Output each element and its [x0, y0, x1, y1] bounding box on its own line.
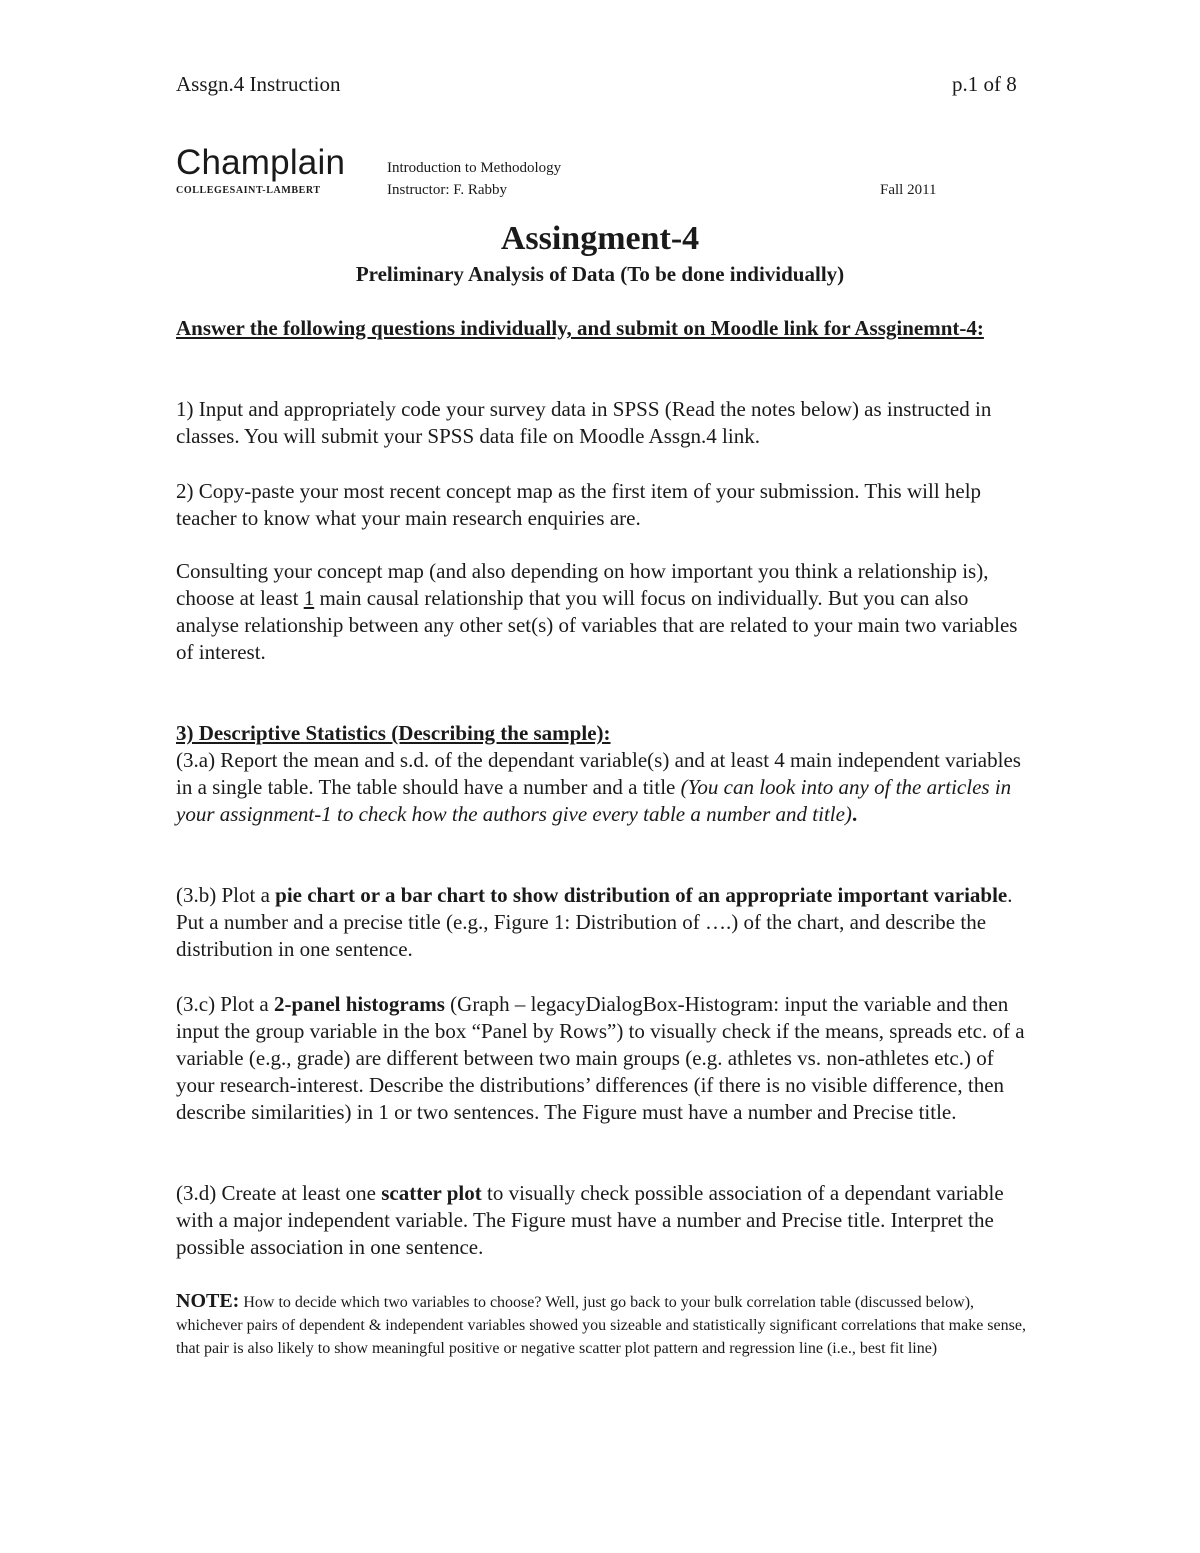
question-1: 1) Input and appropriately code your survey data in SPSS (Read the notes below) as instructed in classes. You will submit your SPSS data file on Moodle Assgn.4 link. [176, 397, 992, 448]
college-logo: Champlain [176, 143, 346, 182]
note-label: NOTE: [176, 1290, 240, 1312]
consult-text-end: main causal relationship that you will focus on individually. But you can also analyse relationship between any other set(s) of variables that are related to your main two variables of interest. [176, 586, 1018, 664]
q3b-end: . Put a number and a precise title (e.g., Figure 1: Distribution of ….) of the chart, and describe the distribution in one sentence. [176, 883, 1013, 961]
q3a-end: . [851, 802, 858, 826]
section-3-heading: 3) Descriptive Statistics (Describing the sample): [176, 721, 611, 745]
note-paragraph [176, 1290, 1036, 1360]
q3d-end: to visually check possible association of a dependant variable with a major independent variable. The Figure must have a number and Precise title. Interpret the possible association in one sentence. [176, 1181, 1004, 1259]
page-number: p.1 of 8 [952, 72, 1017, 96]
running-header-left: Assgn.4 Instruction [176, 72, 341, 96]
document-title: Assingment-4 [500, 220, 700, 257]
question-2: 2) Copy-paste your most recent concept map as the first item of your submission. This will help teacher to know what your main research enquiries are. [176, 479, 982, 530]
q3c-start: (3.c) Plot a [176, 992, 274, 1016]
q3a-text: (3.a) Report the mean and s.d. of the dependant variable(s) and at least 4 main independent variables in a single table. The table should have a number and a title [176, 748, 1021, 799]
q3c-bold: 2-panel histograms [273, 992, 445, 1016]
question-3a [176, 747, 1036, 828]
course-name: Introduction to Methodology [387, 160, 562, 176]
term: Fall 2011 [880, 182, 937, 198]
question-3d [176, 1180, 1036, 1261]
question-3c [176, 991, 1036, 1126]
q3b-start: (3.b) Plot a [176, 883, 276, 907]
concept-map-paragraph [176, 558, 1036, 666]
college-logo-subtext: COLLEGESAINT-LAMBERT [176, 185, 321, 196]
q3b-bold: pie chart or a bar chart to show distribution of an appropriate important variable [275, 883, 1008, 907]
q3c-end: (Graph – legacyDialogBox-Histogram: input the variable and then input the group variable in the box “Panel by Rows”) to visually check if the means, spreads etc. of a variable (e.g., grade) are different between two main groups (e.g. athletes vs. non-athletes etc.) of your research-interest. Describe the distributions’ differences (if there is no visible difference, then describe similarities) in 1 or two sentences. The Figure must have a number and Precise title. [176, 992, 1025, 1124]
instructor-name: Instructor: F. Rabby [387, 182, 508, 198]
q3d-bold: scatter plot [381, 1181, 482, 1205]
question-3b [176, 882, 1036, 963]
consult-number: 1 [303, 586, 315, 610]
q3a-italic-note: (You can look into any of the articles in your assignment-1 to check how the authors give every table a number and title) [176, 775, 1012, 826]
instructions-heading: Answer the following questions individually, and submit on Moodle link for Assginemnt-4: [176, 316, 984, 340]
document-subtitle: Preliminary Analysis of Data (To be done individually) [355, 262, 845, 286]
q3d-start: (3.d) Create at least one [176, 1181, 382, 1205]
note-text: How to decide which two variables to choose? Well, just go back to your bulk correlation table (discussed below), whichever pairs of dependent & independent variables showed you sizeable and statistically significant correlations that make sense, that pair is also likely to show meaningful positive or negative scatter plot pattern and regression line (i.e., best fit line) [176, 1294, 1026, 1357]
consult-text-start: Consulting your concept map (and also depending on how important you think a relationship is), choose at least [176, 559, 989, 610]
